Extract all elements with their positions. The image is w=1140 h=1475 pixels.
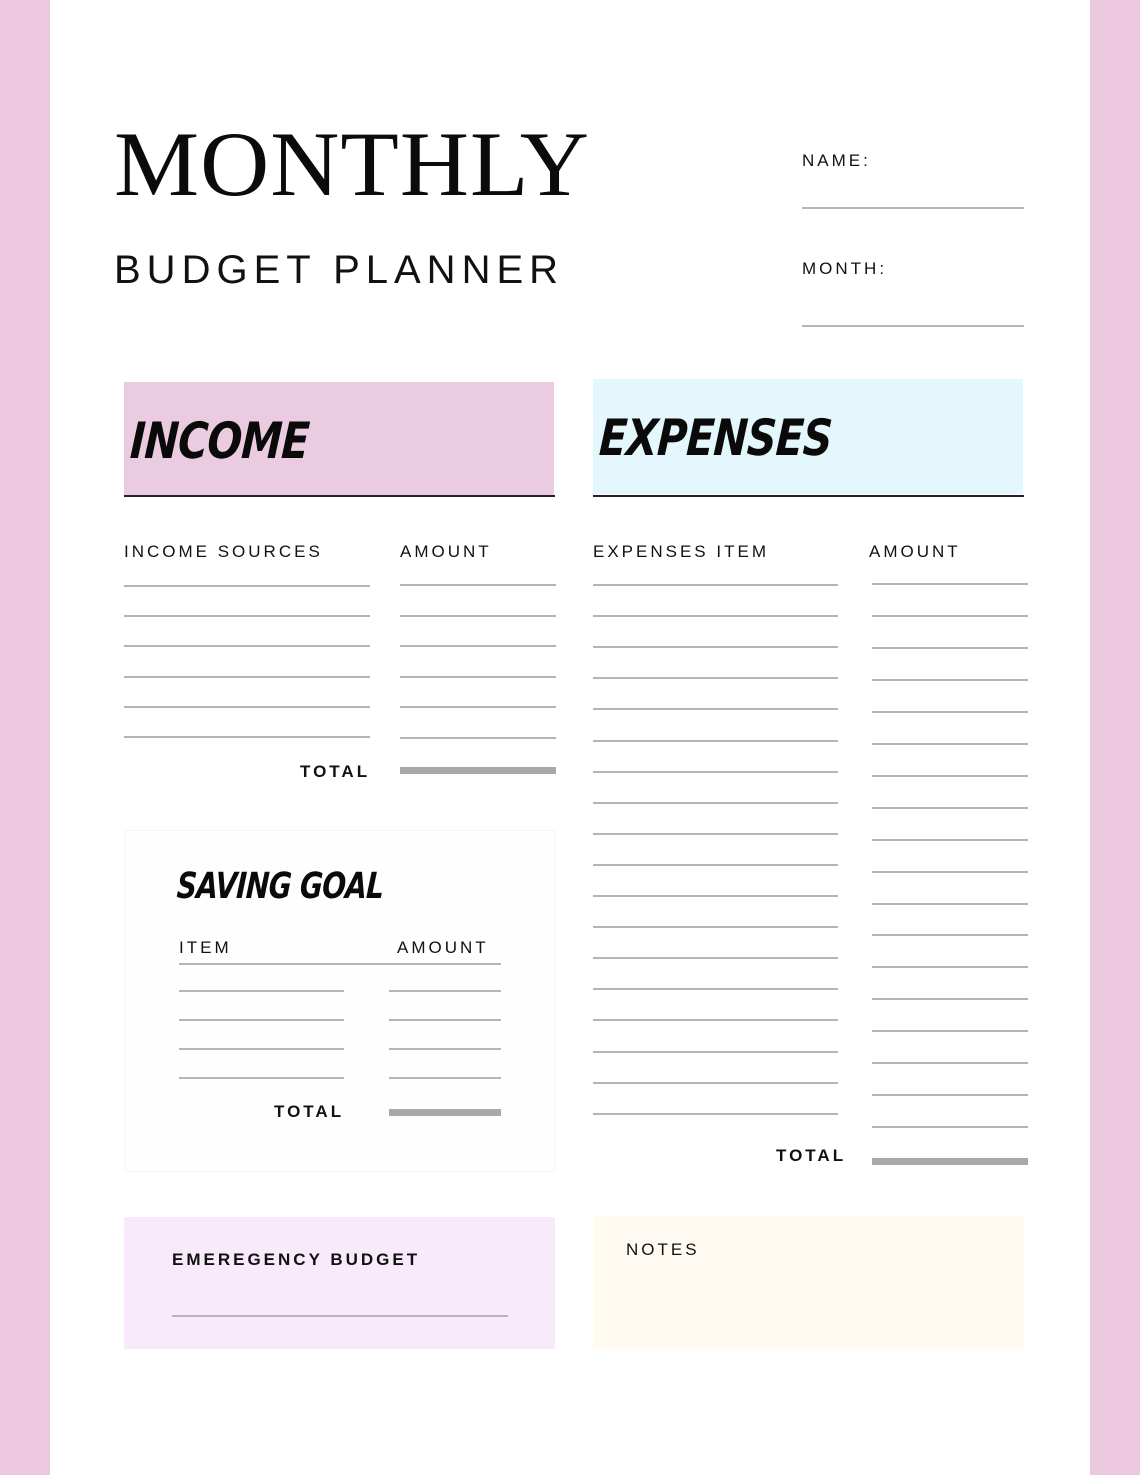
expense-amount-field[interactable]	[872, 1126, 1028, 1128]
income-source-field[interactable]	[124, 615, 370, 617]
income-title: INCOME	[128, 412, 311, 470]
expense-item-field[interactable]	[593, 740, 838, 742]
expense-item-field[interactable]	[593, 584, 838, 586]
expenses-total-label: TOTAL	[776, 1146, 847, 1165]
expense-amount-field[interactable]	[872, 1094, 1028, 1096]
income-amount-field[interactable]	[400, 645, 556, 647]
saving-amount-field[interactable]	[389, 1019, 501, 1021]
income-source-field[interactable]	[124, 706, 370, 708]
expenses-total-field[interactable]	[872, 1158, 1028, 1165]
saving-amount-header: AMOUNT	[397, 938, 489, 957]
income-source-field[interactable]	[124, 736, 370, 738]
income-header-rule	[124, 495, 555, 497]
saving-item-field[interactable]	[179, 990, 344, 992]
expense-amount-field[interactable]	[872, 966, 1028, 968]
saving-total-field[interactable]	[389, 1109, 501, 1116]
expense-item-field[interactable]	[593, 1113, 838, 1115]
saving-header-rule	[179, 963, 501, 965]
expense-item-field[interactable]	[593, 833, 838, 835]
expense-amount-field[interactable]	[872, 615, 1028, 617]
expenses-item-header: EXPENSES ITEM	[593, 542, 769, 561]
emergency-budget-field[interactable]	[172, 1315, 508, 1317]
income-source-field[interactable]	[124, 676, 370, 678]
expense-item-field[interactable]	[593, 677, 838, 679]
income-source-field[interactable]	[124, 585, 370, 587]
emergency-budget-label: EMEREGENCY BUDGET	[172, 1250, 421, 1269]
emergency-budget-box	[124, 1217, 555, 1349]
expense-item-field[interactable]	[593, 895, 838, 897]
income-sources-header: INCOME SOURCES	[124, 542, 323, 561]
income-amount-field[interactable]	[400, 676, 556, 678]
expense-item-field[interactable]	[593, 771, 838, 773]
saving-total-label: TOTAL	[274, 1102, 345, 1121]
expense-item-field[interactable]	[593, 1051, 838, 1053]
income-header	[124, 382, 554, 497]
expense-item-field[interactable]	[593, 646, 838, 648]
saving-item-field[interactable]	[179, 1048, 344, 1050]
income-total-field[interactable]	[400, 767, 556, 774]
expenses-header	[593, 379, 1023, 494]
expense-amount-field[interactable]	[872, 679, 1028, 681]
expense-item-field[interactable]	[593, 615, 838, 617]
income-source-field[interactable]	[124, 645, 370, 647]
expense-amount-field[interactable]	[872, 871, 1028, 873]
expense-item-field[interactable]	[593, 708, 838, 710]
expense-amount-field[interactable]	[872, 1030, 1028, 1032]
expense-item-field[interactable]	[593, 988, 838, 990]
page-title: MONTHLY	[114, 113, 591, 215]
month-field[interactable]	[802, 325, 1024, 327]
saving-goal-title: SAVING GOAL	[175, 866, 385, 907]
expense-item-field[interactable]	[593, 1019, 838, 1021]
expense-amount-field[interactable]	[872, 711, 1028, 713]
expense-item-field[interactable]	[593, 926, 838, 928]
name-label: NAME:	[802, 151, 871, 170]
expense-amount-field[interactable]	[872, 934, 1028, 936]
expense-amount-field[interactable]	[872, 583, 1028, 585]
income-amount-field[interactable]	[400, 737, 556, 739]
saving-amount-field[interactable]	[389, 990, 501, 992]
income-amount-field[interactable]	[400, 584, 556, 586]
left-pink-band	[0, 0, 50, 1475]
saving-amount-field[interactable]	[389, 1048, 501, 1050]
notes-label: NOTES	[626, 1240, 700, 1259]
expense-amount-field[interactable]	[872, 998, 1028, 1000]
expense-amount-field[interactable]	[872, 743, 1028, 745]
expense-item-field[interactable]	[593, 1082, 838, 1084]
expenses-header-rule	[593, 495, 1024, 497]
expense-amount-field[interactable]	[872, 839, 1028, 841]
expense-amount-field[interactable]	[872, 903, 1028, 905]
notes-box[interactable]	[593, 1216, 1024, 1349]
right-pink-band	[1090, 0, 1140, 1475]
expense-amount-field[interactable]	[872, 1062, 1028, 1064]
income-amount-field[interactable]	[400, 615, 556, 617]
expenses-amount-header: AMOUNT	[869, 542, 961, 561]
income-amount-header: AMOUNT	[400, 542, 492, 561]
saving-amount-field[interactable]	[389, 1077, 501, 1079]
saving-item-field[interactable]	[179, 1019, 344, 1021]
name-field[interactable]	[802, 207, 1024, 209]
income-amount-field[interactable]	[400, 706, 556, 708]
income-total-label: TOTAL	[300, 762, 371, 781]
page-subtitle: BUDGET PLANNER	[114, 248, 565, 292]
saving-item-header: ITEM	[179, 938, 232, 957]
expense-amount-field[interactable]	[872, 647, 1028, 649]
expense-amount-field[interactable]	[872, 807, 1028, 809]
expense-item-field[interactable]	[593, 957, 838, 959]
expense-amount-field[interactable]	[872, 775, 1028, 777]
month-label: MONTH:	[802, 259, 888, 278]
expense-item-field[interactable]	[593, 802, 838, 804]
saving-item-field[interactable]	[179, 1077, 344, 1079]
expenses-title: EXPENSES	[597, 409, 834, 467]
expense-item-field[interactable]	[593, 864, 838, 866]
